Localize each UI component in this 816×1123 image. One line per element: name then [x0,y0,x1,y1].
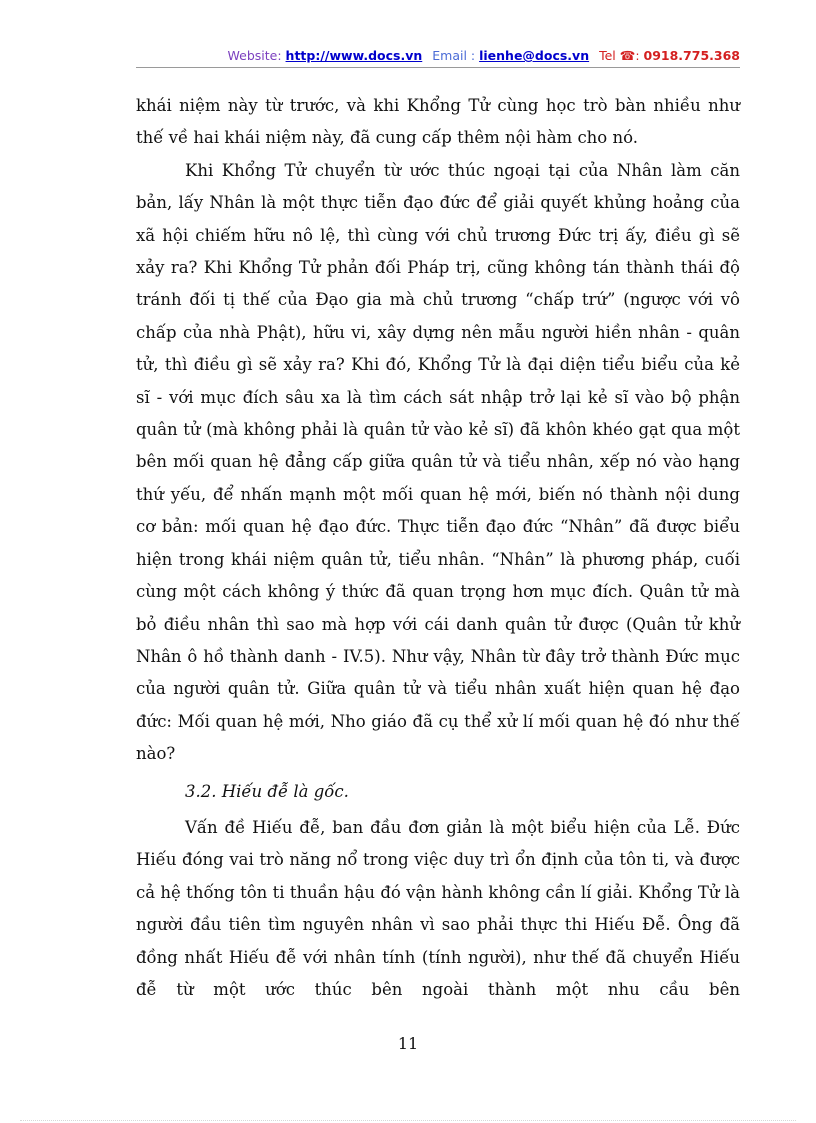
header-divider [136,67,740,68]
phone-number: 0918.775.368 [643,48,740,63]
paragraph-continued: khái niệm này từ trước, và khi Khổng Tử cùng học trò bàn nhiều như thế về hai khái niệm này, đã cung cấp thêm nội hàm cho nó. [136,96,740,148]
paragraph-filial-piety: Vấn đề Hiếu đễ, ban đầu đơn giản là một biểu hiện của Lễ. Đức Hiếu đóng vai trò năng nổ trong việc duy trì ổn định của tôn ti, và được cả hệ thống tôn ti thuần hậu đó vận hành không cần lí giải. Khổng Tử là người đầu tiên tìm nguyên nhân vì sao phải thực thi Hiếu Đễ. Ông đã đồng nhất Hiếu đễ với nhân tính (tính người), như thế đã chuyển Hiếu đễ từ một ước thúc bên ngoài thành một nhu cầu bên [136,817,740,999]
page-header [136,46,740,68]
document-body [136,90,740,1006]
section-heading-3-2: 3.2. Hiếu đễ là gốc. [185,781,349,801]
website-label: Website: [227,48,286,63]
footer-divider [20,1120,796,1121]
email-label: Email : [432,48,480,63]
phone-label: Tel ☎: [599,48,644,63]
website-link[interactable]: http://www.docs.vn [285,48,423,63]
email-link[interactable]: lienhe@docs.vn [479,48,590,63]
paragraph-confucius-ren: Khi Khổng Tử chuyển từ ước thúc ngoại tại của Nhân làm căn bản, lấy Nhân là một thực tiễn đạo đức để giải quyết khủng hoảng của xã hội chiếm hữu nô lệ, thì cùng với chủ trương Đức trị ấy, điều gì sẽ xảy ra? Khi Khổng Tử phản đối Pháp trị, cũng không tán thành thái độ tránh đối tị thế của Đạo gia mà chủ trương “chấp trứ” (ngược với vô chấp của nhà Phật), hữu vi, xây dựng nên mẫu người hiền nhân - quân tử, thì điều gì sẽ xảy ra? Khi đó, Khổng Tử là đại diện tiểu biểu của kẻ sĩ - với mục đích sâu xa là tìm cách sát nhập trở lại kẻ sĩ vào bộ phận quân tử (mà không phải là quân tử vào kẻ sĩ) đã khôn khéo gạt qua một bên mối quan hệ đẳng cấp giữa quân tử và tiểu nhân, xếp nó vào hạng thứ yếu, để nhấn mạnh một mối quan hệ mới, biến nó thành nội dung cơ bản: mối quan hệ đạo đức. Thực tiễn đạo đức “Nhân” đã được biểu hiện trong khái niệm quân tử, tiểu nhân. “Nhân” là phương pháp, cuối cùng một cách không ý thức đã quan trọng hơn mục đích. Quân tử mà bỏ điều nhân thì sao mà hợp với cái danh quân tử được (Quân tử khử Nhân ô hồ thành danh - IV.5). Như vậy, Nhân từ đây trở thành Đức mục của người quân tử. Giữa quân tử và tiểu nhân xuất hiện quan hệ đạo đức: Mối quan hệ mới, Nho giáo đã cụ thể xử lí mối quan hệ đó như thế nào? [136,160,740,764]
page-number: 11 [397,1034,419,1053]
